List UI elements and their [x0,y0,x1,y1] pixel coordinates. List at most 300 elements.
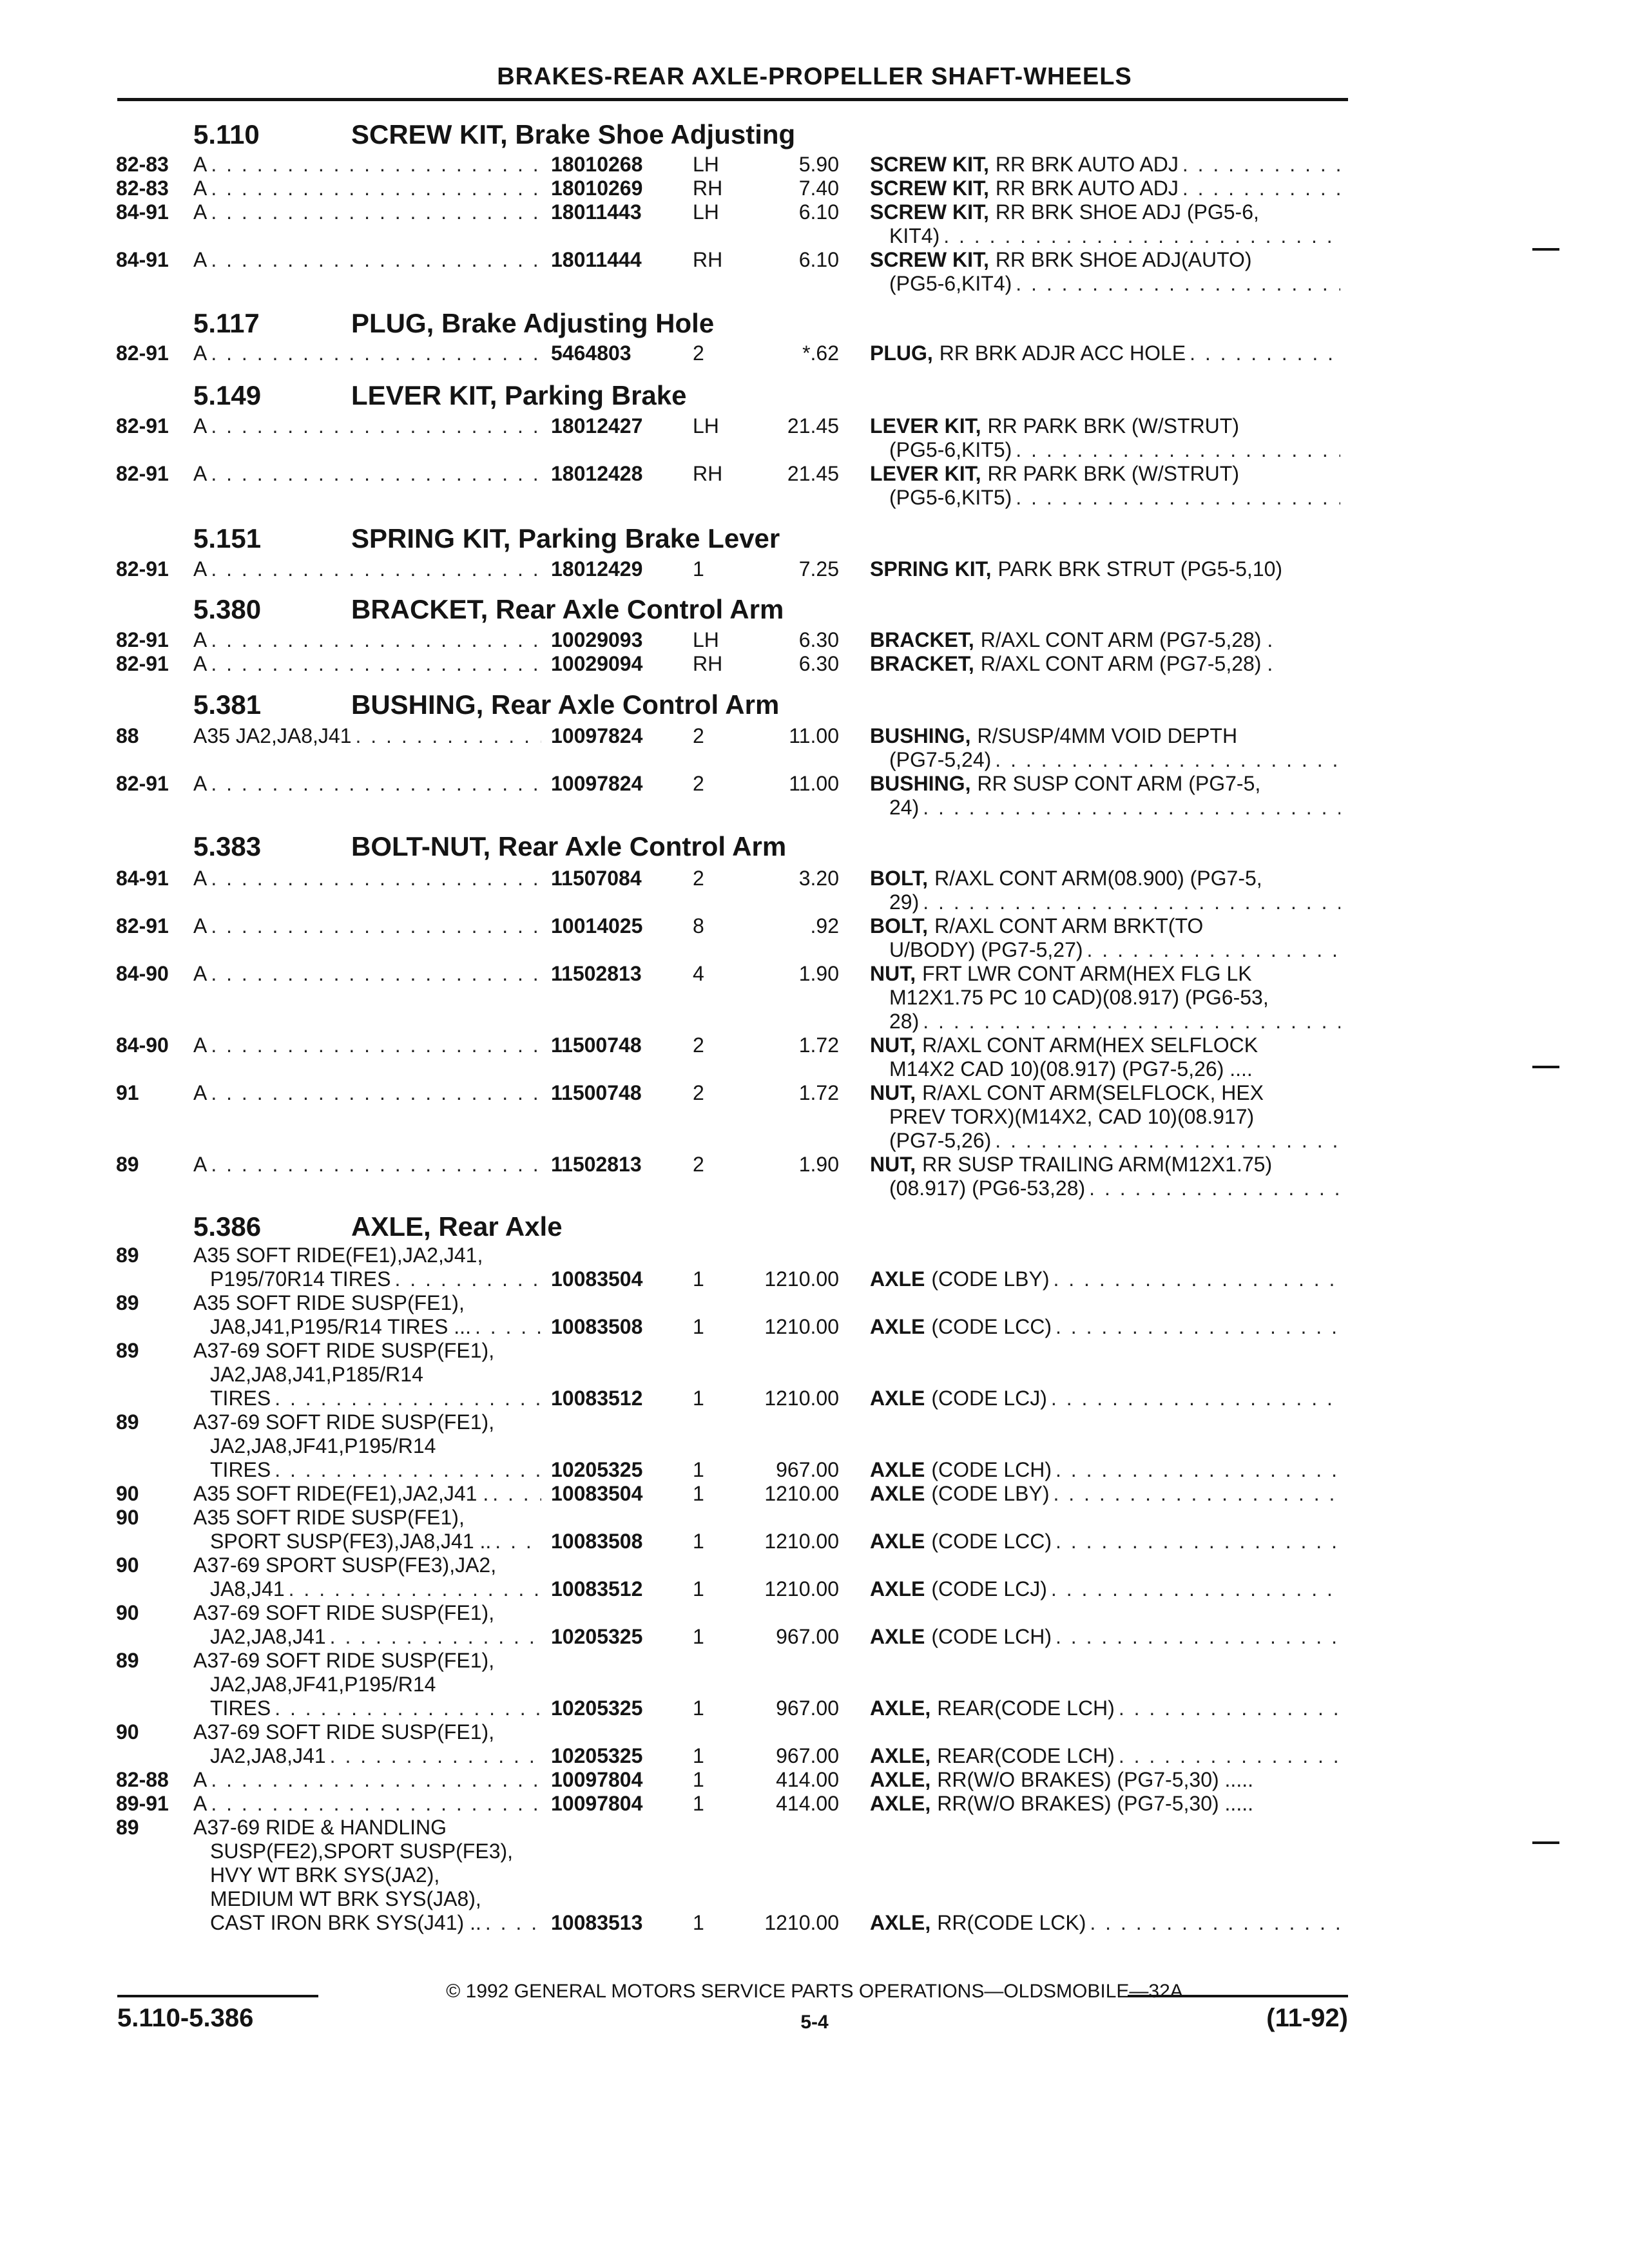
dot-leader [211,462,541,486]
part-number: 10083504 [551,1482,643,1505]
dot-leader [211,962,541,986]
description [870,724,1340,772]
option-codes [193,628,541,652]
price: 1.72 [798,1033,839,1057]
option-codes [193,248,541,272]
section-title: AXLE, Rear Axle [351,1211,563,1242]
description [870,1792,1340,1816]
option-line [193,1244,541,1267]
option-text: TIRES [210,1696,271,1720]
description-text: RR(W/O BRAKES) (PG7-5,30) ..... [937,1768,1253,1791]
description-line [870,1625,1340,1649]
price: 11.00 [789,724,839,747]
option-line [193,1530,541,1553]
dot-leader [1090,1911,1340,1935]
part-number: 10083512 [551,1387,643,1410]
header-rule [117,98,1348,101]
dot-leader [211,628,541,652]
description-noun: BRACKET, [870,652,974,675]
description [870,652,1340,676]
model-years: 90 [116,1482,139,1505]
price: 414.00 [776,1792,839,1815]
description-text: (PG5-6,KIT5) [889,486,1012,509]
model-years: 89-91 [116,1792,169,1815]
description-text: (CODE LCC) [931,1530,1052,1553]
price: 1210.00 [764,1577,839,1600]
option-line [193,1601,541,1625]
option-text: A [193,557,207,581]
option-codes [193,1720,541,1768]
description-line [870,1153,1340,1177]
description [870,153,1340,177]
part-number: 18012429 [551,557,643,581]
option-line [193,1887,541,1911]
model-years: 90 [116,1553,139,1577]
revision-date: (11-92) [1266,2004,1348,2032]
dot-leader [394,1267,541,1291]
option-text: A [193,772,207,795]
page-number: 5-4 [800,2012,829,2033]
part-number: 10083508 [551,1315,643,1338]
dot-leader [1053,1267,1340,1291]
dot-leader [275,1696,541,1720]
model-years: 82-91 [116,772,169,795]
model-years: 91 [116,1081,139,1104]
dot-leader [211,248,541,272]
option-codes [193,1792,541,1816]
price: 5.90 [798,153,839,176]
option-codes [193,962,541,986]
part-number: 18010269 [551,177,643,200]
description-line [870,890,1340,914]
option-codes [193,1244,541,1291]
price: 21.45 [787,462,839,485]
quantity: 2 [693,341,704,365]
price: 3.20 [798,867,839,890]
dot-leader [1051,1577,1340,1601]
description [870,414,1340,462]
option-codes [193,1153,541,1177]
model-years: 90 [116,1506,139,1529]
part-number: 18012427 [551,414,643,437]
description [870,1625,1340,1649]
section-title: SPRING KIT, Parking Brake Lever [351,523,780,553]
option-text: A [193,1792,207,1815]
description-text: U/BODY) (PG7-5,27) [889,938,1083,961]
description [870,1458,1340,1482]
description-text: RR PARK BRK (W/STRUT) [987,414,1239,437]
dot-leader [1087,938,1340,962]
quantity: 1 [693,1577,704,1600]
description [870,462,1340,510]
description [870,1768,1340,1792]
description-line [870,628,1340,652]
description-noun: AXLE [870,1482,925,1505]
part-number: 10083508 [551,1530,643,1553]
quantity: 2 [693,1033,704,1057]
option-text: A35 SOFT RIDE(FE1),JA2,J41, [193,1244,483,1267]
option-codes [193,1816,541,1935]
description-text: 24) [889,796,920,819]
price: 1210.00 [764,1911,839,1934]
part-number: 10205325 [551,1744,643,1767]
description [870,200,1340,248]
model-years: 88 [116,724,139,747]
footer-rule-right [1128,1995,1348,1997]
quantity: RH [693,177,723,200]
price: 6.10 [798,248,839,271]
option-codes [193,557,541,581]
description-noun: BUSHING, [870,724,971,747]
dot-leader [211,1153,541,1177]
dot-leader [1055,1458,1340,1482]
quantity: 1 [693,1744,704,1767]
option-line [193,772,541,796]
description-line [870,153,1340,177]
model-years: 82-83 [116,177,169,200]
option-codes [193,1506,541,1553]
option-text: A [193,1081,207,1104]
option-text: A35 SOFT RIDE SUSP(FE1), [193,1506,465,1529]
option-codes [193,772,541,796]
option-text: TIRES [210,1458,271,1481]
description [870,1696,1340,1720]
margin-mark [1532,248,1559,251]
option-line [193,1625,541,1649]
description-text: (PG7-5,26) [889,1129,992,1152]
section-title: BUSHING, Rear Axle Control Arm [351,689,780,720]
dot-leader [1051,1387,1340,1410]
description-text: REAR(CODE LCH) [937,1744,1115,1767]
quantity: LH [693,200,719,224]
part-number: 11507084 [551,867,642,890]
description-line [870,200,1340,224]
quantity: LH [693,414,719,437]
option-text: A35 SOFT RIDE SUSP(FE1), [193,1291,465,1314]
margin-mark [1532,1841,1559,1844]
option-line [193,1291,541,1315]
option-codes [193,1081,541,1105]
price: 1210.00 [764,1315,839,1338]
description-text: M14X2 CAD 10)(08.917) (PG7-5,26) .... [889,1057,1253,1081]
model-years: 82-91 [116,628,169,651]
model-years: 82-83 [116,153,169,176]
price: 1.90 [798,962,839,985]
description-text: RR BRK SHOE ADJ (PG5-6, [995,200,1259,224]
section-number: 5.381 [193,689,262,720]
option-line [193,341,541,365]
option-line [193,1315,541,1339]
section-number: 5.151 [193,523,262,553]
dot-leader [211,652,541,676]
part-number: 11500748 [551,1033,642,1057]
price: 1210.00 [764,1482,839,1505]
option-line [193,200,541,224]
option-text: HVY WT BRK SYS(JA2), [210,1863,440,1887]
option-text: A [193,652,207,675]
section-number: 5.117 [193,308,260,338]
description-text: R/AXL CONT ARM (PG7-5,28) . [980,628,1273,651]
description-noun: AXLE, [870,1744,931,1767]
dot-leader [1055,1530,1340,1553]
option-line [193,1410,541,1434]
option-line [193,557,541,581]
option-text: CAST IRON BRK SYS(J41) .. [210,1911,481,1934]
option-line [193,1387,541,1410]
option-line [193,1768,541,1792]
option-text: A [193,1033,207,1057]
option-text: JA2,JA8,J41 [210,1744,326,1767]
option-codes [193,652,541,676]
description-line [870,1911,1340,1935]
option-text: A35 SOFT RIDE(FE1),JA2,J41 . [193,1482,489,1505]
quantity: 1 [693,1387,704,1410]
description [870,1482,1340,1506]
option-line [193,1816,541,1840]
description-noun: SCREW KIT, [870,177,989,200]
option-line [193,1363,541,1387]
description-text: (CODE LCH) [931,1625,1052,1648]
dot-leader [289,1577,541,1601]
price: 414.00 [776,1768,839,1791]
description-noun: LEVER KIT, [870,462,981,485]
description-noun: PLUG, [870,341,933,365]
dot-leader [1119,1744,1340,1768]
option-line [193,1553,541,1577]
price: 1210.00 [764,1387,839,1410]
description-line [870,938,1340,962]
quantity: 2 [693,724,704,747]
option-line [193,1840,541,1863]
option-line [193,1482,541,1506]
quantity: LH [693,153,719,176]
description-line [870,1315,1340,1339]
option-codes [193,414,541,438]
model-years: 90 [116,1601,139,1624]
price: 967.00 [776,1744,839,1767]
description [870,1911,1340,1935]
description-line [870,414,1340,438]
description [870,1153,1340,1200]
option-text: JA8,J41 [210,1577,285,1600]
section-number: 5.383 [193,831,262,861]
section-title: BOLT-NUT, Rear Axle Control Arm [351,831,787,861]
description-text: R/AXL CONT ARM BRKT(TO [934,914,1204,937]
part-number: 10029093 [551,628,643,651]
quantity: LH [693,628,719,651]
model-years: 82-91 [116,462,169,485]
price: 11.00 [789,772,839,795]
model-years: 89 [116,1410,139,1434]
dot-leader [492,1482,541,1506]
option-line [193,652,541,676]
description [870,341,1340,365]
option-text: A35 JA2,JA8,J41 [193,724,352,747]
quantity: RH [693,652,723,675]
dot-leader [211,200,541,224]
option-text: JA2,JA8,JF41,P195/R14 [210,1434,436,1457]
option-text: A37-69 SOFT RIDE SUSP(FE1), [193,1720,495,1744]
description-text: RR PARK BRK (W/STRUT) [987,462,1239,485]
description-text: REAR(CODE LCH) [937,1696,1115,1720]
description-noun: SCREW KIT, [870,248,989,271]
option-text: A37-69 SOFT RIDE SUSP(FE1), [193,1649,495,1672]
option-text: A [193,200,207,224]
quantity: 1 [693,1768,704,1791]
description-noun: BOLT, [870,914,929,937]
description-line [870,438,1340,462]
option-text: SPORT SUSP(FE3),JA8,J41 .. [210,1530,492,1553]
quantity: 1 [693,1482,704,1505]
quantity: RH [693,248,723,271]
description-text: 28) [889,1010,920,1033]
description-line [870,272,1340,296]
option-codes [193,1410,541,1482]
option-codes [193,177,541,200]
part-number: 11502813 [551,962,642,985]
description-noun: AXLE [870,1458,925,1481]
dot-leader [475,1315,541,1339]
part-number: 10083504 [551,1267,643,1291]
description-line [870,462,1340,486]
quantity: 1 [693,1315,704,1338]
option-codes [193,724,541,748]
price: 967.00 [776,1458,839,1481]
option-codes [193,1601,541,1649]
description-noun: BUSHING, [870,772,971,795]
quantity: 4 [693,962,704,985]
description-noun: AXLE, [870,1792,931,1815]
description-text: RR(CODE LCK) [937,1911,1086,1934]
description-text: RR BRK SHOE ADJ(AUTO) [995,248,1252,271]
option-line [193,1577,541,1601]
part-number: 5464803 [551,341,631,365]
quantity: 1 [693,1792,704,1815]
option-text: A37-69 SOFT RIDE SUSP(FE1), [193,1601,495,1624]
section-title: LEVER KIT, Parking Brake [351,380,687,410]
description-line [870,1482,1340,1506]
option-line [193,1720,541,1744]
part-number: 10014025 [551,914,643,937]
option-line [193,1649,541,1673]
description-line [870,748,1340,772]
dot-leader [211,153,541,177]
part-number: 11502813 [551,1153,642,1176]
option-line [193,1911,541,1935]
part-number: 10205325 [551,1696,643,1720]
dot-leader [923,796,1340,820]
model-years: 84-90 [116,962,169,985]
part-number: 18012428 [551,462,643,485]
quantity: 1 [693,557,704,581]
option-codes [193,914,541,938]
dot-leader [1053,1482,1340,1506]
price: 967.00 [776,1696,839,1720]
dot-leader [275,1387,541,1410]
option-line [193,1267,541,1291]
dot-leader [485,1911,541,1935]
dot-leader [211,1768,541,1792]
quantity: 2 [693,1081,704,1104]
description-noun: AXLE [870,1387,925,1410]
part-number: 10097804 [551,1792,643,1815]
option-line [193,1033,541,1057]
description-line [870,652,1340,676]
option-text: JA8,J41,P195/R14 TIRES ... [210,1315,471,1338]
description-text: RR SUSP TRAILING ARM(M12X1.75) [922,1153,1273,1176]
quantity: 2 [693,1153,704,1176]
option-line [193,867,541,890]
description-noun: LEVER KIT, [870,414,981,437]
option-line [193,1863,541,1887]
quantity: 1 [693,1267,704,1291]
quantity: 1 [693,1625,704,1648]
dot-leader [1016,272,1340,296]
description [870,1744,1340,1768]
description-text: R/AXL CONT ARM(SELFLOCK, HEX [922,1081,1264,1104]
option-text: P195/70R14 TIRES [210,1267,391,1291]
description-line [870,1744,1340,1768]
option-text: TIRES [210,1387,271,1410]
option-text: A [193,867,207,890]
option-line [193,1081,541,1105]
model-years: 89 [116,1291,139,1314]
description-line [870,986,1340,1010]
option-codes [193,1768,541,1792]
description-noun: AXLE, [870,1696,931,1720]
description-text: R/AXL CONT ARM(HEX SELFLOCK [922,1033,1258,1057]
description-text: (CODE LBY) [931,1482,1050,1505]
description-line [870,1010,1340,1033]
part-number: 18010268 [551,153,643,176]
dot-leader [330,1625,541,1649]
description [870,628,1340,652]
option-codes [193,153,541,177]
page-title: BRAKES-REAR AXLE-PROPELLER SHAFT-WHEELS [497,63,1132,90]
model-years: 82-91 [116,652,169,675]
option-text: A [193,177,207,200]
description-line [870,224,1340,248]
option-line [193,724,541,748]
description-noun: AXLE [870,1577,925,1600]
copyright-notice: © 1992 GENERAL MOTORS SERVICE PARTS OPERATIONS—OLDSMOBILE—32A [446,1981,1183,2002]
section-number: 5.149 [193,380,262,410]
dot-leader [1055,1315,1340,1339]
option-text: A [193,914,207,937]
quantity: 1 [693,1458,704,1481]
description-text: M12X1.75 PC 10 CAD)(08.917) (PG6-53, [889,986,1269,1009]
description-noun: BRACKET, [870,628,974,651]
price: 6.10 [798,200,839,224]
description-text: (08.917) (PG6-53,28) [889,1177,1086,1200]
dot-leader [943,224,1340,248]
part-number: 10205325 [551,1625,643,1648]
option-codes [193,1291,541,1339]
description-noun: SCREW KIT, [870,153,989,176]
model-years: 84-91 [116,200,169,224]
option-codes [193,1649,541,1720]
quantity: 1 [693,1530,704,1553]
section-number: 5.110 [193,119,260,149]
dot-leader [275,1458,541,1482]
option-line [193,1153,541,1177]
description-noun: AXLE, [870,1911,931,1934]
description-text: RR BRK AUTO ADJ [995,153,1179,176]
price: 6.30 [798,628,839,651]
description-noun: AXLE [870,1315,925,1338]
description [870,1033,1340,1081]
option-codes [193,1033,541,1057]
